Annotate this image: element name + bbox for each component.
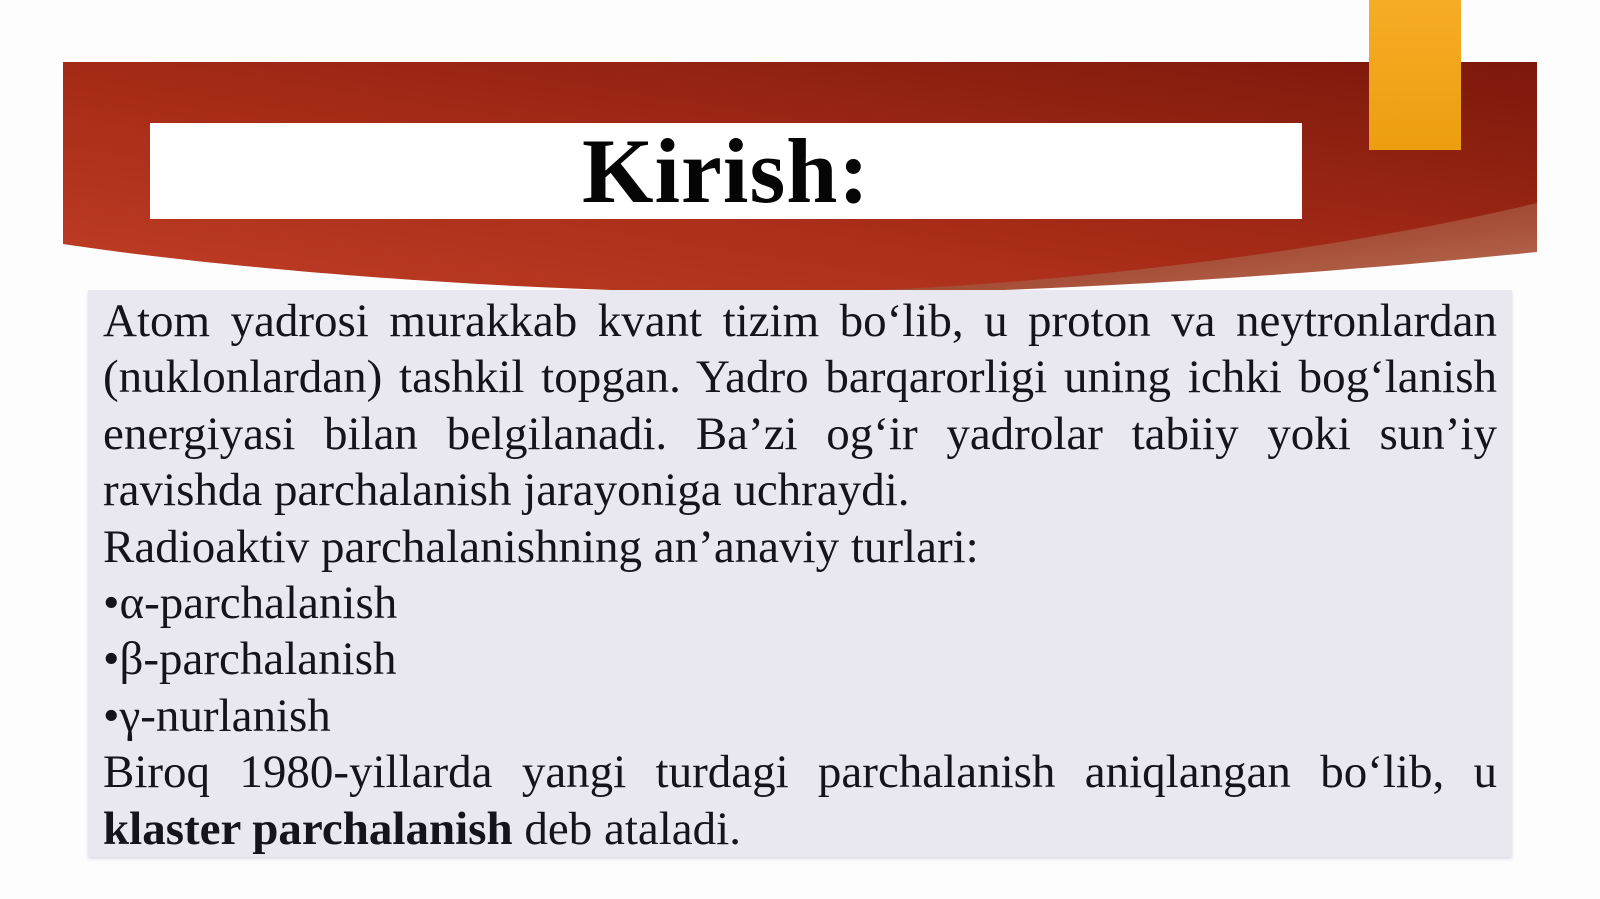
body-line-9: Biroq 1980-yillarda yangi turdagi parchalanish aniqlangan boʻlib, u [103, 746, 1497, 799]
bullet-beta: •β-parchalanish [103, 633, 397, 686]
body-line-3: energiyasi bilan belgilanadi. Ba’zi ogʻir yadrolar tabiiy yoki sun’iy [103, 407, 1497, 460]
bullet-gamma: •γ-nurlanish [103, 689, 331, 742]
accent-orange-rectangle [1369, 0, 1461, 150]
closing-rest-text: deb ataladi. [512, 802, 741, 855]
body-text-box [88, 290, 1512, 857]
closing-bold-text: klaster parchalanish [103, 802, 513, 855]
body-line-2: (nuklonlardan) tashkil topgan. Yadro barqarorligi uning ichki bogʻlanish [103, 351, 1497, 404]
body-line-closing [103, 801, 1497, 857]
body-line-1: Atom yadrosi murakkab kvant tizim boʻlib, u proton va neytronlardan [103, 295, 1497, 347]
bullet-alpha: •α-parchalanish [103, 576, 398, 629]
body-line-4: ravishda parchalanish jarayoniga uchraydi. [103, 464, 910, 517]
slide-title: Kirish: [581, 120, 871, 222]
title-box [150, 120, 1302, 222]
body-line-5: Radioaktiv parchalanishning an’anaviy turlari: [103, 520, 979, 573]
